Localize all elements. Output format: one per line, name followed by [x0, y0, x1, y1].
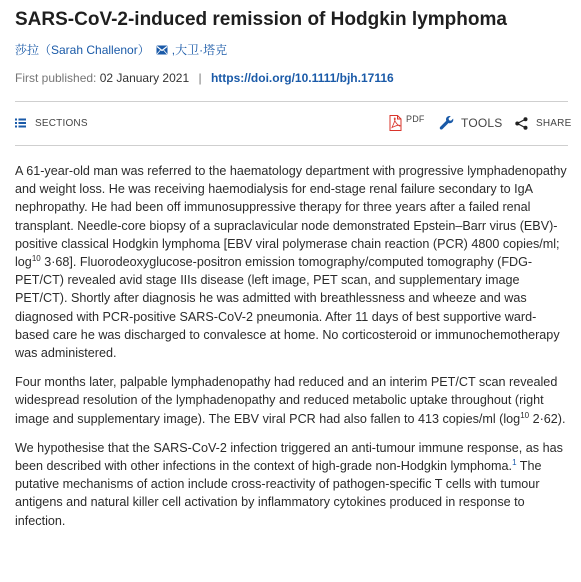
article-toolbar — [0, 112, 581, 134]
share-icon — [515, 117, 528, 130]
tools-button[interactable] — [439, 112, 502, 134]
paragraph-2 — [15, 373, 570, 428]
article-title: SARS-CoV-2-induced remission of Hodgkin lymphoma — [15, 9, 507, 30]
paragraph-text: A 61-year-old man was referred to the haematology department with progressive lymphadenopathy and weight loss. He was receiving haemodialysis for end-stage renal failure secondary to IgA nephropathy. He had been off immunosuppressive therapy for three years after a failed renal transplant. Needle-core biopsy of a supraclavicular node demonstrated Epstein–Barr virus (EBV)-positive classical Hodgkin lymphoma [EBV viral polymerase chain reaction (PCR) 4800 copies/ml; log — [15, 164, 567, 270]
first-published-date: 02 January 2021 — [99, 71, 190, 85]
author-link-1[interactable]: 莎拉（Sarah Challenor） — [15, 43, 150, 57]
reference-link[interactable]: 1 — [512, 457, 517, 467]
doi-link[interactable]: https://doi.org/10.1111/bjh.17116 — [210, 71, 394, 85]
paragraph-text: 2·62). — [529, 411, 566, 426]
first-published-label: First published: — [15, 71, 97, 85]
pdf-icon — [389, 115, 402, 131]
sections-label: SECTIONS — [35, 117, 88, 129]
divider — [15, 145, 568, 146]
list-icon — [15, 118, 26, 128]
paragraph-text: The putative mechanisms of action include cross-reactivity of pathogen-specific T cells with tumour antigens and natural killer cell activation by inflammatory cytokines produced in response to infection. — [15, 459, 542, 528]
mail-icon[interactable] — [156, 45, 168, 55]
paragraph-text: Four months later, palpable lymphadenopathy had reduced and an interim PET/CT scan revealed widespread resolution of the lymphadenopathy and reduced metabolic uptake throughout (right image and supplementary image). The EBV viral PCR had also fallen to 413 copies/ml (log — [15, 375, 558, 426]
publication-info — [15, 70, 394, 86]
superscript: 10 — [520, 410, 530, 420]
share-button[interactable] — [515, 112, 571, 134]
paragraph-text: We hypothesise that the SARS-CoV-2 infection triggered an anti-tumour immune response, as has been described with other infections in the context of high-grade non-Hodgkin lymphoma. — [15, 440, 563, 474]
paragraph-text: 3·68]. Fluorodeoxyglucose-positron emission tomography/computed tomography (FDG-PET/CT) revealed avid stage IIIs disease (left image, PET scan, and supplementary image PET/CT). Shortly after diagnosis he was admitted with breathlessness and wheeze and was diagnosed with PCR-positive SARS-CoV-2 pneumonia. After 11 days of best supportive ward-based care he was discharged to convalesce at home. No corticosteroid or immunochemotherapy was administered. — [15, 255, 560, 361]
separator: | — [198, 71, 202, 85]
paragraph-1 — [15, 162, 570, 362]
wrench-icon — [439, 115, 455, 131]
divider — [15, 101, 568, 102]
author-link-2[interactable]: 大卫·塔克 — [175, 43, 228, 57]
tools-label: TOOLS — [461, 116, 503, 130]
share-label: SHARE — [536, 117, 572, 129]
author-separator: , — [171, 43, 176, 57]
superscript: 10 — [31, 253, 41, 263]
pdf-button[interactable] — [389, 112, 425, 134]
article-body — [15, 162, 570, 541]
sections-button[interactable] — [15, 112, 88, 134]
paragraph-3 — [15, 439, 570, 530]
author-list — [15, 42, 227, 58]
pdf-label: PDF — [406, 114, 425, 124]
